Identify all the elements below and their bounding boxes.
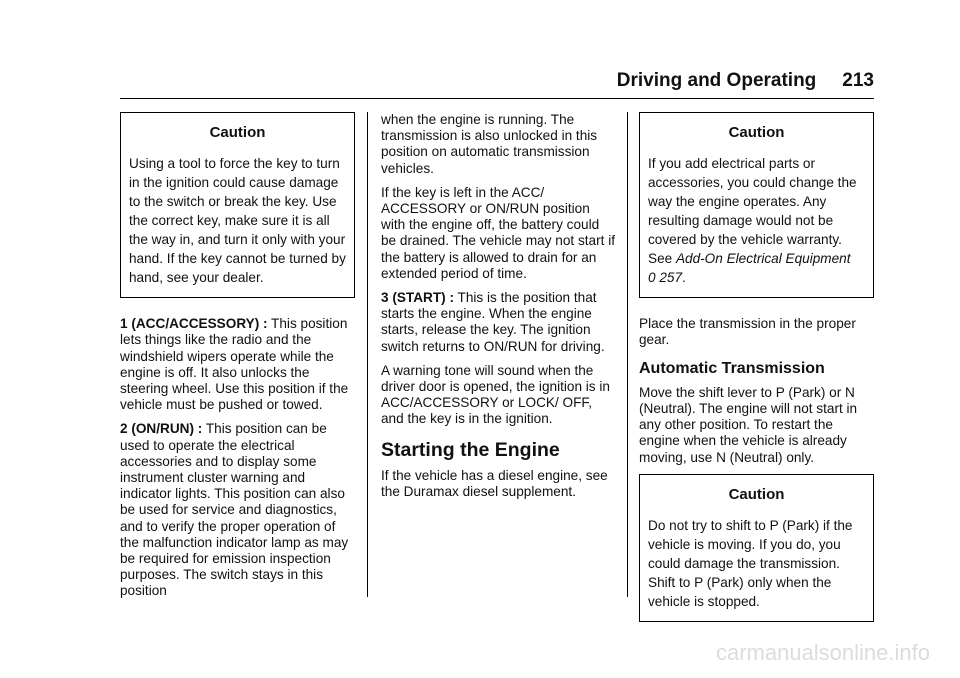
position-text-1: This position lets things like the radio and the windshield wipers operate while the engine is off. It also unlocks the steering wheel. Use this position if the vehicle must be pushed or towed. (120, 316, 349, 413)
paragraph-on-run (120, 421, 355, 599)
page-ref-icon: 0 (648, 270, 656, 286)
section-title: Driving and Operating (616, 70, 817, 91)
column-divider-1 (367, 112, 368, 597)
position-label-3: 3 (START) : (381, 290, 454, 306)
caution-box-electrical (639, 112, 874, 298)
column-3 (639, 112, 874, 640)
column-1 (120, 112, 355, 608)
paragraph-continued: when the engine is running. The transmission is also unlocked in this position on automatic transmission vehicles. (381, 112, 598, 176)
watermark: carmanualsonline.info (715, 640, 930, 665)
paragraph-key-left: If the key is left in the ACC/ ACCESSORY or ON/RUN position with the engine off, the battery could be drained. The vehicle may not start if the battery is allowed to drain for an extended period of time. (381, 184, 615, 281)
paragraph-shift-lever: Move the shift lever to P (Park) or N (Neutral). The engine will not start in any other position. To restart the engine when the vehicle is already moving, use N (Neutral) only. (639, 384, 858, 465)
caution-text: Using a tool to force the key to turn in the ignition could cause damage to the switch or break the key. Use the correct key, make sure it is all the way in, and turn it only with your hand. If the key cannot be turned by hand, see your dealer. (129, 156, 346, 286)
caution-title: Caution (728, 124, 785, 141)
caution-body: If you add electrical parts or accessories, you could change the way the engine operates. Any resulting damage would not be covered by the vehicle warranty. See (648, 156, 857, 267)
caution-box-park (639, 474, 874, 622)
cross-reference-link[interactable] (648, 251, 851, 285)
position-label-2: 2 (ON/RUN) : (120, 421, 203, 437)
caution-text (648, 154, 865, 287)
position-label-1: 1 (ACC/ACCESSORY) : (120, 316, 268, 332)
caution-title: Caution (209, 124, 266, 141)
caution-text: Do not try to shift to P (Park) if the vehicle is moving. If you do, you could damage the transmission. Shift to P (Park) only when the vehicle is stopped. (648, 518, 853, 610)
caution-box-key (120, 112, 355, 298)
reference-end: . (682, 270, 686, 286)
caution-title: Caution (728, 485, 785, 503)
paragraph-acc-accessory (120, 316, 355, 413)
page-number: 213 (842, 70, 874, 91)
position-text-3: This is the position that starts the engine. When the engine starts, release the key. The ignition switch returns to ON/RUN for driving. (381, 290, 605, 354)
heading-starting-engine: Starting the Engine (381, 438, 560, 461)
position-text-2: This position can be used to operate the electrical accessories and to display some instrument cluster warning and indicator lights. This position can also be used for service and diagnostics, and to verify the proper operation of the malfunction indicator lamp as may be required for emission inspection purposes. The switch stays in this position (120, 421, 349, 599)
page-header (617, 70, 874, 92)
heading-automatic-transmission: Automatic Transmission (639, 359, 825, 377)
column-divider-2 (627, 112, 628, 597)
reference-title: Add-On Electrical Equipment (675, 251, 851, 267)
column-2 (381, 112, 616, 508)
reference-page: 257 (659, 270, 683, 286)
paragraph-diesel: If the vehicle has a diesel engine, see the Duramax diesel supplement. (381, 467, 608, 500)
paragraph-place-transmission: Place the transmission in the proper gear. (639, 316, 856, 348)
paragraph-warning-tone: A warning tone will sound when the driver door is opened, the ignition is in ACC/ACCESSORY or LOCK/ OFF, and the key is in the ignition. (381, 362, 610, 427)
paragraph-start (381, 290, 616, 355)
header-rule (120, 98, 874, 99)
